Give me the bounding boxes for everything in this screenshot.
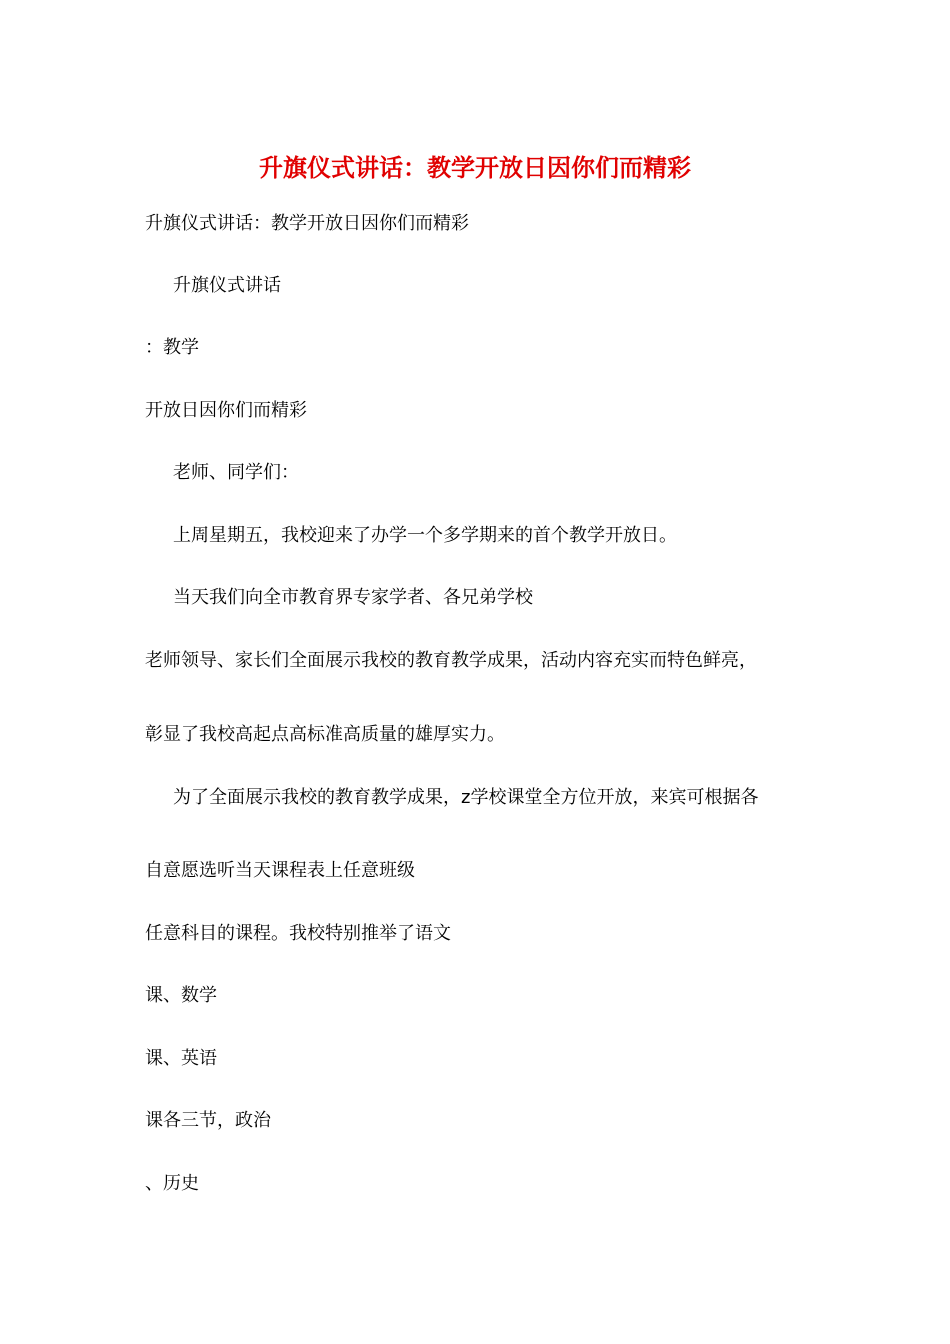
paragraph-line: 当天我们向全市教育界专家学者、各兄弟学校	[173, 587, 533, 608]
paragraph-line: ：教学	[145, 337, 199, 358]
paragraph-line: 老师、同学们：	[173, 462, 299, 483]
paragraph-line: 开放日因你们而精彩	[145, 400, 307, 421]
paragraph-line: 课、英语	[145, 1048, 217, 1069]
paragraph-line: 升旗仪式讲话	[173, 275, 281, 296]
paragraph-line: 升旗仪式讲话：教学开放日因你们而精彩	[145, 213, 469, 234]
paragraph-line: 为了全面展示我校的教育教学成果，z学校课堂全方位开放，来宾可根据各	[173, 787, 759, 808]
paragraph-line: 彰显了我校高起点高标准高质量的雄厚实力。	[145, 724, 505, 745]
document-title: 升旗仪式讲话：教学开放日因你们而精彩	[259, 153, 691, 182]
paragraph-line: 课、数学	[145, 985, 217, 1006]
paragraph-line: 任意科目的课程。我校特别推举了语文	[145, 923, 451, 944]
paragraph-line: 老师领导、家长们全面展示我校的教育教学成果，活动内容充实而特色鲜亮，	[145, 650, 757, 671]
paragraph-line: 自意愿选听当天课程表上任意班级	[145, 860, 415, 881]
paragraph-line: 课各三节，政治	[145, 1110, 271, 1131]
paragraph-line: 上周星期五，我校迎来了办学一个多学期来的首个教学开放日。	[173, 525, 677, 546]
paragraph-line: 、历史	[145, 1173, 199, 1194]
